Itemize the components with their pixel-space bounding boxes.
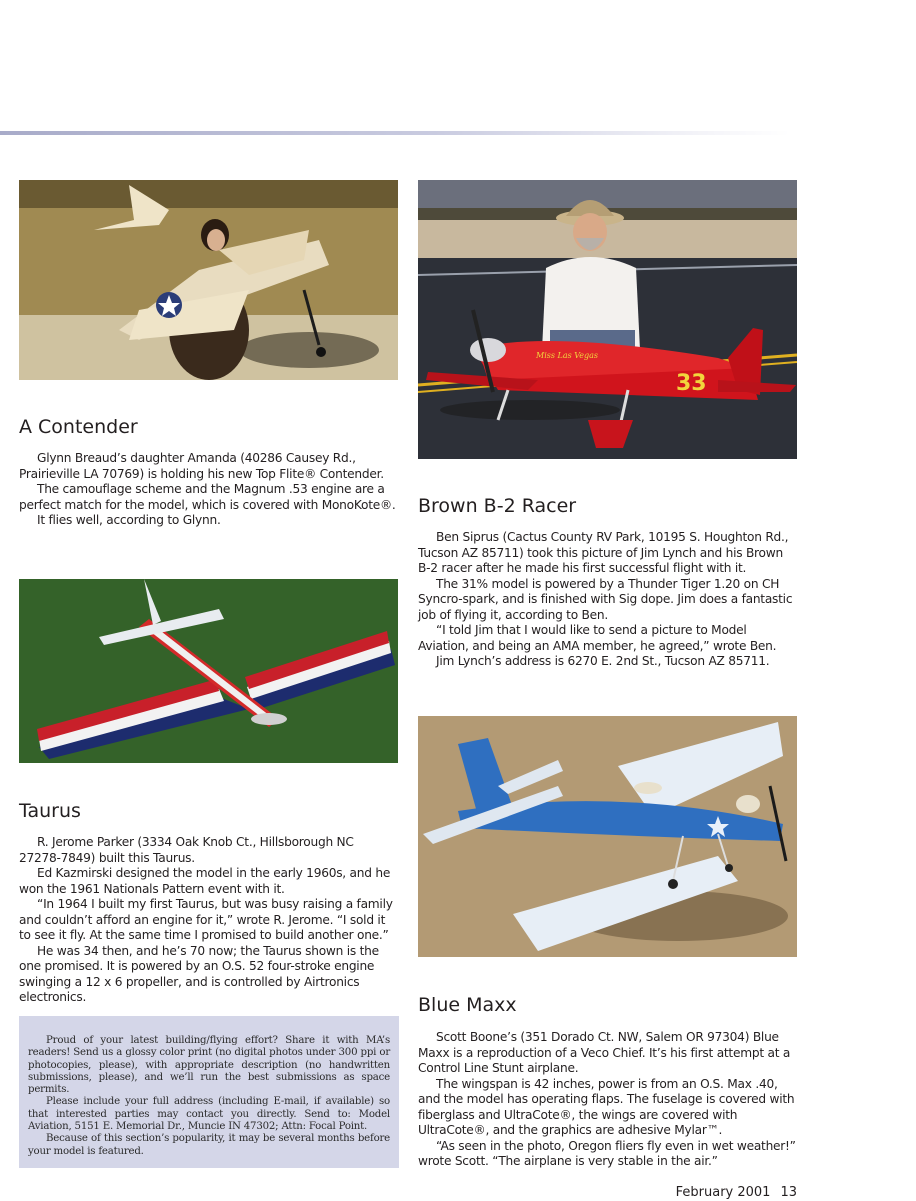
article-body-contender bbox=[19, 451, 397, 529]
paragraph: “As seen in the photo, Oregon fliers fly even in wet weather!” wrote Scott. “The airplane is very stable in the air.” bbox=[418, 1138, 796, 1168]
article-title-contender: A Contender bbox=[19, 416, 138, 438]
paragraph: Ben Siprus (Cactus County RV Park, 10195 S. Houghton Rd., Tucson AZ 85711) took this picture of Jim Lynch and his Brown B-2 racer after he made his first successful flight with it. bbox=[418, 530, 789, 575]
note-paragraph: Proud of your latest building/flying effort? Share it with MA’s readers! Send us a glossy color print (no digital photos under 300 ppi or photocopies, please), with appropriate description (no handwritten submissions, please), and we’ll run the best submissions as space permits. bbox=[28, 1035, 390, 1096]
maxx-photo bbox=[418, 716, 797, 957]
note-paragraph: Please include your full address (including E-mail, if available) so that interested parties may contact you directly. Send to: Model Aviation, 5151 E. Memorial Dr., Muncie IN 47302; Attn: Focal Point. bbox=[28, 1096, 390, 1133]
paragraph: It flies well, according to Glynn. bbox=[37, 513, 221, 527]
paragraph: Glynn Breaud’s daughter Amanda (40286 Causey Rd., Prairieville LA 70769) is holding his new Top Flite® Contender. bbox=[19, 451, 384, 481]
article-title-taurus: Taurus bbox=[19, 800, 81, 822]
paragraph: Jim Lynch’s address is 6270 E. 2nd St., Tucson AZ 85711. bbox=[436, 654, 770, 668]
note-paragraph: Because of this section’s popularity, it may be several months before your model is featured. bbox=[28, 1133, 390, 1157]
paragraph: The 31% model is powered by a Thunder Tiger 1.20 on CH Syncro-spark, and is finished with Sig dope. Jim does a fantastic job of flying it, according to Ben. bbox=[418, 576, 793, 622]
submission-note bbox=[19, 1016, 399, 1168]
article-body-racer bbox=[418, 530, 797, 670]
taurus-photo bbox=[19, 579, 398, 763]
cowl-script: Miss Las Vegas bbox=[536, 351, 599, 360]
article-body-maxx bbox=[418, 1030, 797, 1170]
paragraph: The camouflage scheme and the Magnum .53 engine are a perfect match for the model, which is covered with MonoKote®. bbox=[19, 482, 396, 512]
contender-photo bbox=[19, 180, 398, 380]
paragraph: He was 34 then, and he’s 70 now; the Taurus shown is the one promised. It is powered by an O.S. 52 four-stroke engine swinging a 12 x 6 propeller, and is controlled by Airtronics electronics. bbox=[19, 943, 379, 1004]
page-number: 13 bbox=[780, 1185, 797, 1200]
race-number: 33 bbox=[676, 371, 707, 396]
issue-date: February 2001 bbox=[675, 1185, 771, 1200]
paragraph: Scott Boone’s (351 Dorado Ct. NW, Salem OR 97304) Blue Maxx is a reproduction of a Veco Chief. It’s his first attempt at a Control Line Stunt airplane. bbox=[418, 1030, 791, 1075]
page-footer bbox=[676, 1185, 797, 1201]
racer-photo bbox=[418, 180, 797, 459]
article-title-maxx: Blue Maxx bbox=[418, 994, 517, 1016]
paragraph: The wingspan is 42 inches, power is from an O.S. Max .40, and the model has operating flaps. The fuselage is covered with fiberglass and UltraCote®, the wings are covered with UltraCote®, and the graphics are adhesive Mylar™. bbox=[418, 1076, 795, 1137]
article-title-racer: Brown B-2 Racer bbox=[418, 495, 577, 517]
header-rule bbox=[0, 131, 790, 135]
article-body-taurus bbox=[19, 835, 397, 1006]
paragraph: R. Jerome Parker (3334 Oak Knob Ct., Hillsborough NC 27278-7849) built this Taurus. bbox=[19, 835, 354, 865]
paragraph: “I told Jim that I would like to send a picture to Model Aviation, and being an AMA member, he agreed,” wrote Ben. bbox=[418, 623, 777, 653]
paragraph: “In 1964 I built my first Taurus, but was busy raising a family and couldn’t afford an engine for it,” wrote R. Jerome. “I sold it to see it fly. At the same time I promised to build another one.” bbox=[19, 897, 393, 942]
paragraph: Ed Kazmirski designed the model in the early 1960s, and he won the 1961 Nationals Pattern event with it. bbox=[19, 866, 391, 896]
